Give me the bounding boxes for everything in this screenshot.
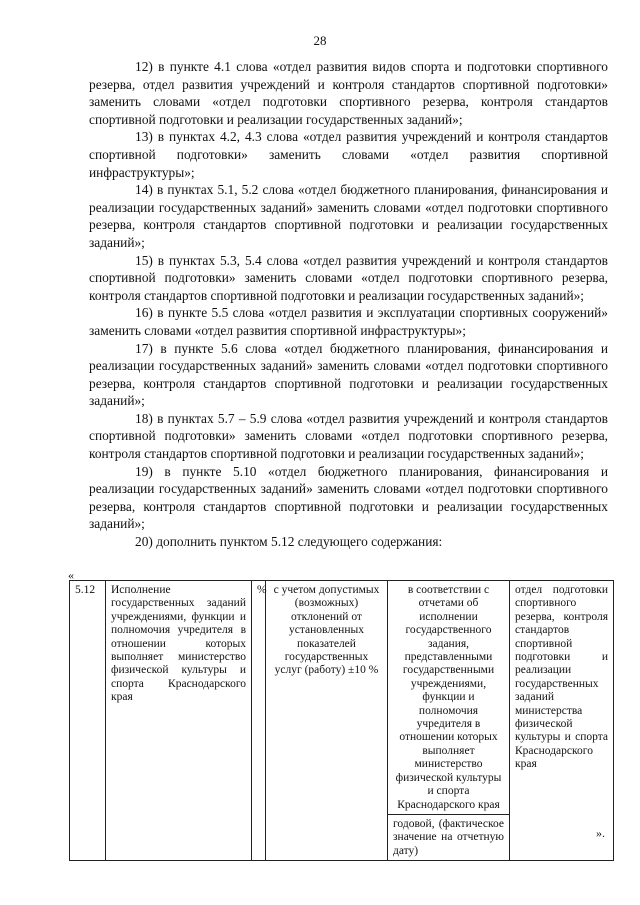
source-subtable bbox=[388, 581, 509, 860]
amendment-item-17: 17) в пункте 5.6 слова «отдел бюджетного планирования, финансирования и реализации государственных заданий» заменить словами «отдел подготовки спортивного резерва, контроля стандартов спортивной подготовки и реализации государственных заданий»; bbox=[89, 340, 608, 409]
amendment-item-14: 14) в пунктах 5.1, 5.2 слова «отдел бюджетного планирования, финансирования и реализации государственных заданий» заменить словами «отдел подготовки спортивного резерва, контроля стандартов спортивной подготовки и реализации государственных заданий»; bbox=[89, 182, 608, 250]
responsible-cell: отдел подготовки спортивного резерва, контроля стандартов спортивной подготовки и реализации государственных заданий министерства физической культуры и спорта Краснодарского края bbox=[510, 581, 614, 861]
row-number: 5.12 bbox=[70, 581, 106, 861]
criterion-cell: с учетом допустимых (возможных) отклонений от установленных показателей государственных услуг (работу) ±10 % bbox=[266, 581, 388, 861]
amendment-list bbox=[89, 58, 608, 551]
page-number: 28 bbox=[313, 33, 327, 48]
amendment-item-12: 12) в пункте 4.1 слова «отдел развития видов спорта и подготовки спортивного резерва, отдел развития учреждений и контроля стандартов спортивной подготовки» заменить словами «отдел подготовки спортивного резерва, контроля стандартов спортивной подготовки и реализации государственных заданий»; bbox=[89, 59, 608, 127]
new-point-table bbox=[69, 580, 614, 861]
opening-quote: « bbox=[68, 568, 74, 582]
table-row bbox=[70, 581, 614, 861]
amendment-item-13: 13) в пунктах 4.2, 4.3 слова «отдел развития учреждений и контроля стандартов спортивной подготовки» заменить словами «отдел развития спортивной инфраструктуры»; bbox=[89, 129, 608, 180]
amendment-item-20: 20) дополнить пунктом 5.12 следующего содержания: bbox=[135, 534, 443, 550]
source-reports: в соответствии с отчетами об исполнении государственного задания, представленными государственными учреждениями, функции и полномочия учредителя в отношении которых выполняет министерство физической культуры и спорта Краснодарского края bbox=[388, 581, 509, 814]
amendment-item-16: 16) в пункте 5.5 слова «отдел развития и эксплуатации спортивных сооружений» заменить словами «отдел развития спортивной инфраструктуры»; bbox=[89, 305, 608, 338]
amendment-item-18: 18) в пунктах 5.7 – 5.9 слова «отдел развития учреждений и контроля стандартов спортивной подготовки» заменить словами «отдел подготовки спортивного резерва, контроля стандартов спортивной подготовки и реализации государственных заданий»; bbox=[89, 410, 608, 462]
source-cell bbox=[388, 581, 510, 861]
indicator-description: Исполнение государственных заданий учреждениями, функции и полномочия учредителя в отношении которых выполняет министерство физической культуры и спорта Краснодарского края bbox=[106, 581, 252, 861]
unit-cell: % bbox=[252, 581, 266, 861]
amendment-item-19: 19) в пункте 5.10 «отдел бюджетного планирования, финансирования и реализации государственных заданий» заменить словами «отдел подготовки спортивного резерва, контроля стандартов спортивной подготовки и реализации государственных заданий»; bbox=[89, 463, 608, 532]
amendment-item-15: 15) в пунктах 5.3, 5.4 слова «отдел развития учреждений и контроля стандартов спортивной подготовки» заменить словами «отдел подготовки спортивного резерва, контроля стандартов спортивной подготовки и реализации государственных заданий»; bbox=[89, 252, 608, 303]
source-frequency: годовой, (фактическое значение на отчетную дату) bbox=[393, 817, 504, 857]
closing-quote: ». bbox=[596, 826, 605, 840]
